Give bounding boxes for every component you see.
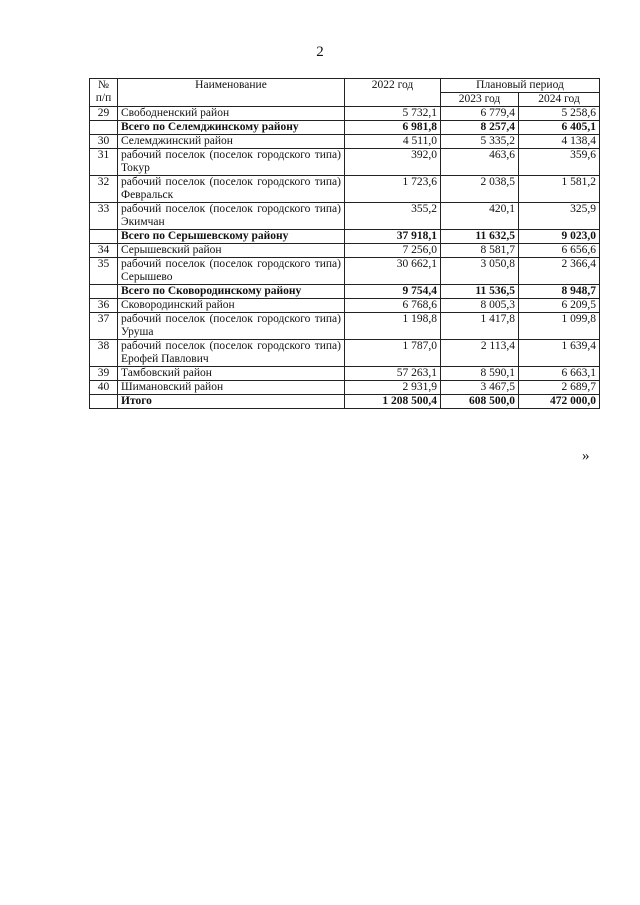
row-2022-cell: 7 256,0 bbox=[345, 244, 441, 258]
table-header-row bbox=[90, 79, 600, 93]
row-2022-cell: 5 732,1 bbox=[345, 107, 441, 121]
row-2022-cell: 2 931,9 bbox=[345, 381, 441, 395]
row-number-cell bbox=[90, 285, 118, 299]
row-2023-cell: 1 417,8 bbox=[441, 313, 519, 340]
row-number-cell bbox=[90, 121, 118, 135]
row-2022-cell: 1 723,6 bbox=[345, 176, 441, 203]
row-2023-cell: 2 113,4 bbox=[441, 340, 519, 367]
row-2024-cell: 6 405,1 bbox=[519, 121, 600, 135]
row-2024-cell: 325,9 bbox=[519, 203, 600, 230]
table-body bbox=[90, 107, 600, 409]
row-2023-cell: 2 038,5 bbox=[441, 176, 519, 203]
table-total-row bbox=[90, 285, 600, 299]
row-number-cell: 37 bbox=[90, 313, 118, 340]
row-2023-cell: 5 335,2 bbox=[441, 135, 519, 149]
column-header-num: № п/п bbox=[90, 79, 118, 107]
row-2022-cell: 9 754,4 bbox=[345, 285, 441, 299]
row-number-cell: 39 bbox=[90, 367, 118, 381]
column-header-name: Наименование bbox=[118, 79, 345, 107]
table-total-row bbox=[90, 395, 600, 409]
column-header-2024: 2024 год bbox=[519, 93, 600, 107]
row-2023-cell: 463,6 bbox=[441, 149, 519, 176]
row-2024-cell: 6 663,1 bbox=[519, 367, 600, 381]
row-2022-cell: 30 662,1 bbox=[345, 258, 441, 285]
table-row bbox=[90, 107, 600, 121]
row-name-cell: Сковородинский район bbox=[118, 299, 345, 313]
row-number-cell: 30 bbox=[90, 135, 118, 149]
table-row bbox=[90, 203, 600, 230]
row-name-cell: Тамбовский район bbox=[118, 367, 345, 381]
row-number-cell: 31 bbox=[90, 149, 118, 176]
row-2023-cell: 420,1 bbox=[441, 203, 519, 230]
row-2023-cell: 8 257,4 bbox=[441, 121, 519, 135]
row-2022-cell: 6 981,8 bbox=[345, 121, 441, 135]
row-2024-cell: 8 948,7 bbox=[519, 285, 600, 299]
table-total-row bbox=[90, 121, 600, 135]
table-row bbox=[90, 381, 600, 395]
row-name-cell: Всего по Селемджинскому району bbox=[118, 121, 345, 135]
row-2023-cell: 11 536,5 bbox=[441, 285, 519, 299]
row-number-cell: 36 bbox=[90, 299, 118, 313]
row-number-cell: 35 bbox=[90, 258, 118, 285]
table-row bbox=[90, 367, 600, 381]
row-2022-cell: 1 208 500,4 bbox=[345, 395, 441, 409]
row-number-cell bbox=[90, 230, 118, 244]
row-2024-cell: 472 000,0 bbox=[519, 395, 600, 409]
row-name-cell: Шимановский район bbox=[118, 381, 345, 395]
column-header-2023: 2023 год bbox=[441, 93, 519, 107]
budget-table bbox=[89, 78, 600, 409]
row-name-cell: рабочий поселок (поселок городского типа) Уруша bbox=[118, 313, 345, 340]
row-2023-cell: 3 050,8 bbox=[441, 258, 519, 285]
row-2023-cell: 6 779,4 bbox=[441, 107, 519, 121]
row-name-cell: рабочий поселок (поселок городского типа) Ерофей Павлович bbox=[118, 340, 345, 367]
table-row bbox=[90, 135, 600, 149]
row-2024-cell: 359,6 bbox=[519, 149, 600, 176]
row-2023-cell: 3 467,5 bbox=[441, 381, 519, 395]
row-2022-cell: 4 511,0 bbox=[345, 135, 441, 149]
row-2023-cell: 608 500,0 bbox=[441, 395, 519, 409]
row-2023-cell: 8 590,1 bbox=[441, 367, 519, 381]
row-2023-cell: 8 581,7 bbox=[441, 244, 519, 258]
row-name-cell: Свободненский район bbox=[118, 107, 345, 121]
row-2024-cell: 6 656,6 bbox=[519, 244, 600, 258]
table-total-row bbox=[90, 230, 600, 244]
row-2022-cell: 1 787,0 bbox=[345, 340, 441, 367]
row-2024-cell: 4 138,4 bbox=[519, 135, 600, 149]
row-2024-cell: 1 099,8 bbox=[519, 313, 600, 340]
row-2022-cell: 392,0 bbox=[345, 149, 441, 176]
row-2022-cell: 355,2 bbox=[345, 203, 441, 230]
row-2024-cell: 1 639,4 bbox=[519, 340, 600, 367]
table-row bbox=[90, 299, 600, 313]
row-2022-cell: 1 198,8 bbox=[345, 313, 441, 340]
row-number-cell: 32 bbox=[90, 176, 118, 203]
row-name-cell: Всего по Серышевскому району bbox=[118, 230, 345, 244]
row-number-cell bbox=[90, 395, 118, 409]
row-name-cell: Всего по Сковородинскому району bbox=[118, 285, 345, 299]
page-number: 2 bbox=[316, 44, 324, 60]
row-2024-cell: 2 366,4 bbox=[519, 258, 600, 285]
row-2024-cell: 5 258,6 bbox=[519, 107, 600, 121]
row-2023-cell: 8 005,3 bbox=[441, 299, 519, 313]
row-number-cell: 34 bbox=[90, 244, 118, 258]
row-name-cell: рабочий поселок (поселок городского типа) Серышево bbox=[118, 258, 345, 285]
column-header-2022: 2022 год bbox=[345, 79, 441, 107]
row-2022-cell: 37 918,1 bbox=[345, 230, 441, 244]
row-2023-cell: 11 632,5 bbox=[441, 230, 519, 244]
table-row bbox=[90, 244, 600, 258]
table-row bbox=[90, 340, 600, 367]
row-2024-cell: 9 023,0 bbox=[519, 230, 600, 244]
row-2022-cell: 6 768,6 bbox=[345, 299, 441, 313]
row-2024-cell: 1 581,2 bbox=[519, 176, 600, 203]
row-number-cell: 38 bbox=[90, 340, 118, 367]
row-number-cell: 29 bbox=[90, 107, 118, 121]
table-row bbox=[90, 258, 600, 285]
row-name-cell: Итого bbox=[118, 395, 345, 409]
row-name-cell: рабочий поселок (поселок городского типа) Февральск bbox=[118, 176, 345, 203]
closing-quote: » bbox=[582, 448, 590, 464]
row-name-cell: Селемджинский район bbox=[118, 135, 345, 149]
table-row bbox=[90, 176, 600, 203]
row-name-cell: рабочий поселок (поселок городского типа) Токур bbox=[118, 149, 345, 176]
row-2024-cell: 6 209,5 bbox=[519, 299, 600, 313]
row-name-cell: Серышевский район bbox=[118, 244, 345, 258]
row-number-cell: 40 bbox=[90, 381, 118, 395]
table-row bbox=[90, 313, 600, 340]
table-row bbox=[90, 149, 600, 176]
column-header-planned-period: Плановый период bbox=[441, 79, 600, 93]
row-number-cell: 33 bbox=[90, 203, 118, 230]
row-2022-cell: 57 263,1 bbox=[345, 367, 441, 381]
row-name-cell: рабочий поселок (поселок городского типа) Экимчан bbox=[118, 203, 345, 230]
row-2024-cell: 2 689,7 bbox=[519, 381, 600, 395]
